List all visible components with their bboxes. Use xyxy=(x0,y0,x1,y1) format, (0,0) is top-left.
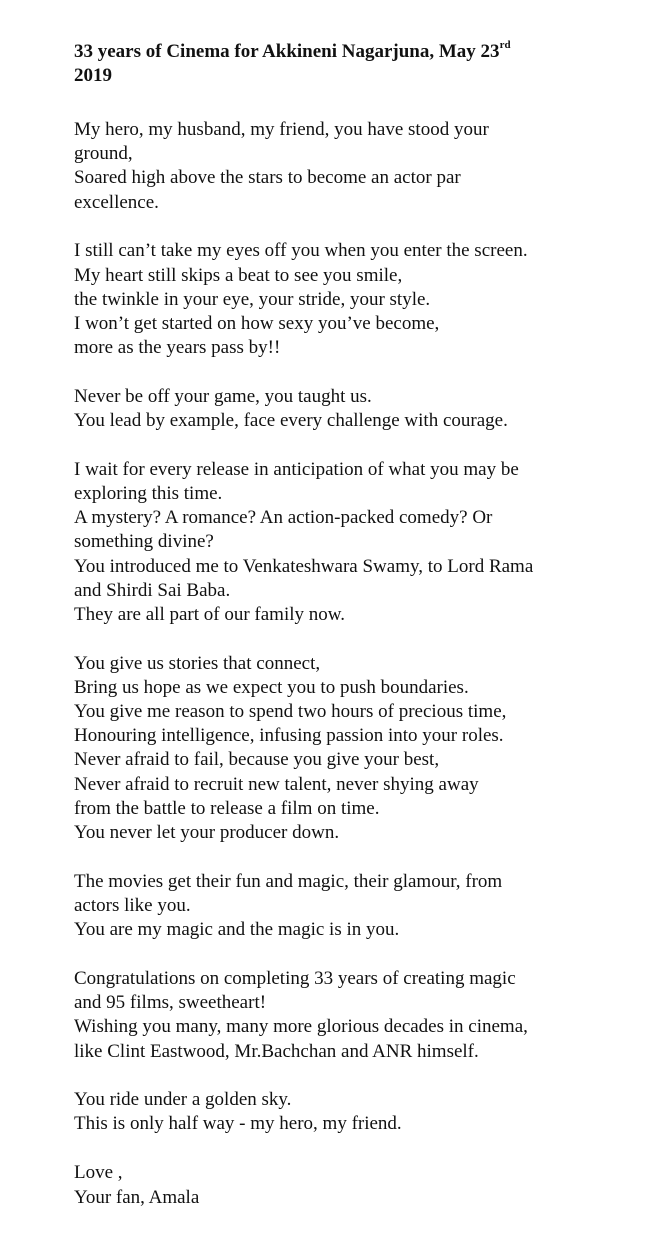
poem-line: Wishing you many, many more glorious decades in cinema, xyxy=(74,1016,528,1038)
poem-line: You never let your producer down. xyxy=(74,822,340,844)
poem-line: I still can’t take my eyes off you when you enter the screen. xyxy=(74,240,528,262)
poem-line: The movies get their fun and magic, their glamour, from xyxy=(74,870,503,892)
poem-line: Never afraid to recruit new talent, never shying away xyxy=(74,773,479,795)
poem-line: Soared high above the stars to become an actor par xyxy=(74,167,461,189)
poem-line: and Shirdi Sai Baba. xyxy=(74,579,231,601)
stanza xyxy=(74,1088,634,1136)
stanza xyxy=(74,385,634,433)
poem-line: actors like you. xyxy=(74,894,191,916)
title-main: 33 years of Cinema for Akkineni Nagarjuna, May 23 xyxy=(74,41,500,62)
poem-line: excellence. xyxy=(74,191,159,213)
poem-line: ground, xyxy=(74,143,133,165)
signoff-line: Love , xyxy=(74,1162,123,1184)
signoff-signature: Your fan, Amala xyxy=(74,1186,200,1208)
stanza xyxy=(74,870,634,943)
poem-line: My hero, my husband, my friend, you have stood your xyxy=(74,119,489,140)
poem-line: You lead by example, face every challenge with courage. xyxy=(74,410,508,432)
poem-line: exploring this time. xyxy=(74,482,223,504)
poem-line: something divine? xyxy=(74,531,214,553)
title-superscript: rd xyxy=(499,38,511,51)
poem-line: They are all part of our family now. xyxy=(74,603,346,625)
stanza xyxy=(74,239,634,360)
stanza xyxy=(74,118,634,215)
letter-body xyxy=(74,118,634,1137)
poem-line: You give me reason to spend two hours of precious time, xyxy=(74,701,507,723)
letter-title xyxy=(74,40,634,88)
poem-line: like Clint Eastwood, Mr.Bachchan and ANR himself. xyxy=(74,1040,479,1062)
stanza xyxy=(74,967,634,1064)
poem-line: You are my magic and the magic is in you. xyxy=(74,919,400,941)
poem-line: My heart still skips a beat to see you smile, xyxy=(74,264,403,286)
poem-line: This is only half way - my hero, my friend. xyxy=(74,1113,402,1135)
poem-line: Congratulations on completing 33 years of creating magic xyxy=(74,967,516,989)
signoff xyxy=(74,1161,634,1210)
poem-line: more as the years pass by!! xyxy=(74,337,281,359)
poem-line: from the battle to release a film on time. xyxy=(74,797,380,819)
poem-line: You introduced me to Venkateshwara Swamy, to Lord Rama xyxy=(74,555,534,577)
poem-line: Bring us hope as we expect you to push boundaries. xyxy=(74,676,469,698)
poem-line: You ride under a golden sky. xyxy=(74,1089,292,1111)
poem-line: I wait for every release in anticipation of what you may be xyxy=(74,458,519,480)
poem-line: Honouring intelligence, infusing passion into your roles. xyxy=(74,725,504,747)
poem-line: You give us stories that connect, xyxy=(74,652,321,674)
poem-line: A mystery? A romance? An action-packed comedy? Or xyxy=(74,507,493,529)
poem-line: and 95 films, sweetheart! xyxy=(74,992,267,1014)
poem-line: Never afraid to fail, because you give your best, xyxy=(74,749,440,771)
title-year: 2019 xyxy=(74,65,112,86)
poem-line: Never be off your game, you taught us. xyxy=(74,385,372,407)
poem-line: the twinkle in your eye, your stride, your style. xyxy=(74,288,431,310)
poem-line: I won’t get started on how sexy you’ve become, xyxy=(74,312,440,334)
stanza xyxy=(74,458,634,627)
letter-page xyxy=(74,40,634,1235)
stanza xyxy=(74,652,634,846)
